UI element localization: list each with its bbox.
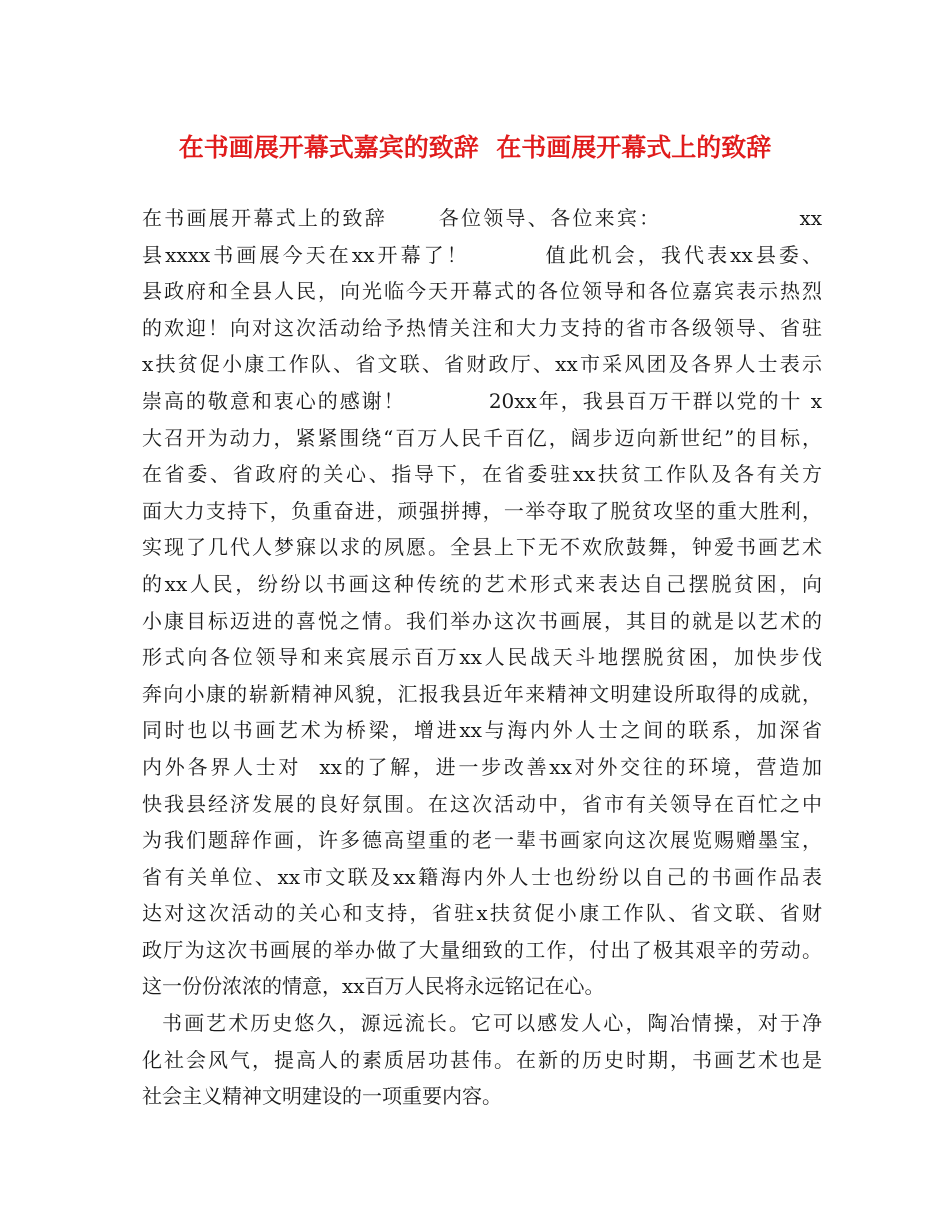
text-line: 为我们题辞作画，许多德高望重的老一辈书画家向这次展览赐赠墨宝， [142, 828, 822, 853]
document-title: 在书画展开幕式嘉宾的致辞 在书画展开幕式上的致辞 [178, 133, 772, 162]
text-line: 化社会风气，提高人的素质居功甚伟。在新的历史时期，书画艺术也是 [142, 1047, 822, 1072]
text-line: 县xxxx书画展今天在xx开幕了！ 值此机会，我代表xx县委、 [142, 242, 822, 267]
text-line: x扶贫促小康工作队、省文联、省财政厅、xx市采风团及各界人士表示 [142, 352, 822, 377]
text-line: 社会主义精神文明建设的一项重要内容。 [142, 1084, 502, 1109]
text-line: 面大力支持下，负重奋进，顽强拼搏，一举夺取了脱贫攻坚的重大胜利， [142, 498, 822, 523]
text-line: 政厅为这次书画展的举办做了大量细致的工作，付出了极其艰辛的劳动。 [142, 937, 822, 962]
text-line: 内外各界人士对 xx的了解，进一步改善xx对外交往的环境，营造加 [142, 754, 822, 779]
text-line: 的欢迎！向对这次活动给予热情关注和大力支持的省市各级领导、省驻 [142, 315, 822, 340]
text-line: 形式向各位领导和来宾展示百万xx人民战天斗地摆脱贫困，加快步伐 [142, 645, 822, 670]
text-line: 大召开为动力，紧紧围绕“百万人民千百亿，阔步迈向新世纪”的目标， [142, 425, 822, 450]
text-line: 书画艺术历史悠久，源远流长。它可以感发人心，陶冶情操，对于净 [162, 1011, 822, 1036]
text-line: 达对这次活动的关心和支持，省驻x扶贫促小康工作队、省文联、省财 [142, 901, 822, 926]
document-body [142, 200, 822, 1115]
text-line: 在书画展开幕式上的致辞 各位领导、各位来宾： xx [142, 206, 822, 230]
text-line: 实现了几代人梦寐以求的夙愿。全县上下无不欢欣鼓舞，钟爱书画艺术 [142, 535, 822, 560]
text-line: 县政府和全县人民，向光临今天开幕式的各位领导和各位嘉宾表示热烈 [142, 279, 822, 304]
text-line: 的xx人民，纷纷以书画这种传统的艺术形式来表达自己摆脱贫困，向 [142, 571, 822, 596]
text-line: 这一份份浓浓的情意，xx百万人民将永远铭记在心。 [142, 974, 605, 999]
text-line: 奔向小康的崭新精神风貌，汇报我县近年来精神文明建设所取得的成就， [142, 681, 822, 706]
text-line: 崇高的敬意和衷心的感谢！ 20xx年，我县百万干群以党的十 x [142, 388, 822, 413]
text-line: 省有关单位、xx市文联及xx籍海内外人士也纷纷以自己的书画作品表 [142, 864, 822, 889]
text-line: 在省委、省政府的关心、指导下，在省委驻xx扶贫工作队及各有关方 [142, 462, 822, 487]
text-line: 同时也以书画艺术为桥梁，增进xx与海内外人士之间的联系，加深省 [142, 718, 822, 743]
text-line: 小康目标迈进的喜悦之情。我们举办这次书画展，其目的就是以艺术的 [142, 608, 822, 633]
text-line: 快我县经济发展的良好氛围。在这次活动中，省市有关领导在百忙之中 [142, 791, 822, 816]
